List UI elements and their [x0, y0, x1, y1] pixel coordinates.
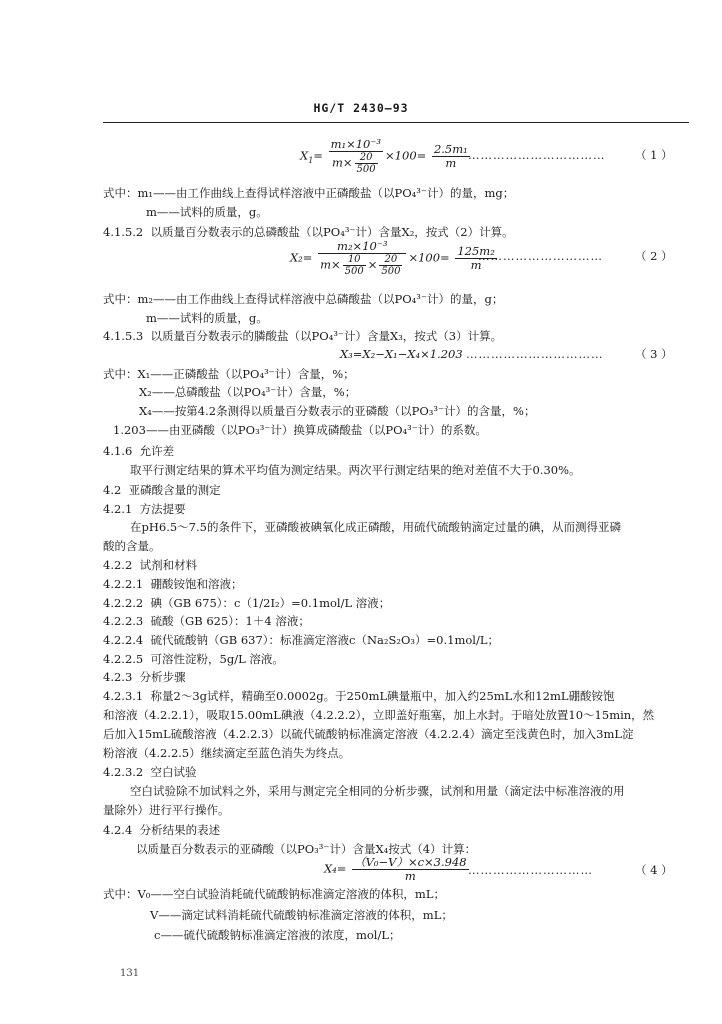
reagent-item: 4.2.2.2 碘（GB 675）：c（1/2I₂）=0.1mol/L 溶液； [103, 596, 391, 610]
where4-line-3: c——硫代硫酸钠标准滴定溶液的浓度，mol/L； [154, 928, 401, 942]
standard-header: HG/T 2430—93 [313, 101, 409, 115]
section-4-2-3-2-line-1: 空白试验除不加试料之外，采用与测定完全相同的分析步骤，试剂和用量（滴定法中标准溶液的用 [130, 784, 625, 798]
eq1-fraction-1: m₁×10⁻³ m× $\frac{20}{500}$ [330, 137, 382, 175]
where3-line-3: X₄——按第4.2条测得以质量百分数表示的亚磷酸（以PO₃³⁻计）的含量，%； [139, 404, 536, 418]
reagent-item: 4.2.2.3 硫酸（GB 625）：1＋4 溶液； [103, 614, 310, 628]
eq1-lhs: X [300, 148, 309, 163]
section-4-1-5-3: 4.1.5.3 以质量百分数表示的膦酸盐（以PO₄³⁻计）含量X₃，按式（3）计算。 [103, 329, 503, 343]
eq4-number: （ 4 ） [635, 863, 673, 877]
eq2-leader: ………………………… [478, 249, 603, 263]
eq3-number: （ 3 ） [635, 347, 673, 361]
reagent-item: 4.2.2.4 硫代硫酸钠（GB 637）：标准滴定溶液c（Na₂S₂O₃）=0.1mol/L； [103, 633, 499, 647]
where4-line-2: V——滴定试料消耗硫代硫酸钠标准滴定溶液的体积，mL； [150, 908, 453, 922]
section-4-2-3-1-line-4: 粉溶液（4.2.2.5）继续滴定至蓝色消失为终点。 [103, 746, 351, 760]
reagent-item: 4.2.2.5 可溶性淀粉，5g/L 溶液。 [103, 652, 284, 666]
where1-line-1: 式中：m₁——由工作曲线上查得试样溶液中正磷酸盐（以PO₄³⁻计）的量，mg； [103, 186, 515, 200]
where2-line-2: m——试料的质量，g。 [146, 311, 268, 325]
section-4-2-3-1-line-3: 后加入15mL硫酸溶液（4.2.2.3）以硫代硫酸钠标准滴定溶液（4.2.2.4）滴定至浅黄色时，加入3mL淀 [103, 727, 634, 741]
where3-line-4: 1.203——由亚磷酸（以PO₃³⁻计）换算成磷酸盐（以PO₄³⁻计）的系数。 [113, 423, 487, 437]
equation-1: $X_1=$ m₁×10⁻³ m× $\frac{20}{500}$ ×100= $\frac{\text{2.5m₁}}{m}$ [300, 137, 468, 175]
section-4-2-4: 4.2.4 分析结果的表述 [103, 823, 221, 837]
section-4-2: 4.2 亚磷酸含量的测定 [103, 483, 221, 497]
section-4-2-4-text: 以质量百分数表示的亚磷酸（以PO₃³⁻计）含量X₄按式（4）计算： [136, 842, 477, 856]
where3-line-1: 式中：X₁——正磷酸盐（以PO₄³⁻计）含量，%； [103, 367, 355, 381]
where2-line-1: 式中：m₂——由工作曲线上查得试样溶液中总磷酸盐（以PO₄³⁻计）的量，g； [103, 292, 504, 306]
where1-line-2: m——试料的质量，g。 [146, 205, 268, 219]
section-4-1-6: 4.1.6 允许差 [103, 444, 175, 458]
section-4-2-3-1-line-2: 和溶液（4.2.2.1），吸取15.00mL碘液（4.2.2.2），立即盖好瓶塞，加上水封。于暗处放置10～15min，然 [103, 708, 655, 722]
page-number: 131 [120, 968, 140, 979]
eq2-number: （ 2 ） [635, 249, 673, 263]
section-4-2-3-2: 4.2.3.2 空白试验 [103, 765, 197, 779]
equation-3: X₃=X₂−X₁−X₄×1.203 [340, 347, 463, 361]
section-4-2-2: 4.2.2 试剂和材料 [103, 558, 198, 572]
equation-4: X₄= $\frac{\text{（V₀−V）×c×3.948}}{m}$ [324, 855, 467, 883]
equation-2: X₂= m₂×10⁻³ m× $\frac{10}{500}$ × $\frac{20}{500}$ ×100= $\frac{\text{125m₂}}{m}$ [290, 239, 495, 277]
eq1-number: （ 1 ） [635, 148, 673, 162]
eq3-leader: …………………………… [466, 347, 604, 361]
section-4-2-3-2-line-2: 量除外）进行平行操作。 [103, 803, 230, 817]
section-4-2-3-1-line-1: 4.2.3.1 称量2～3g试样，精确至0.0002g。于250mL碘量瓶中，加入约25mL水和12mL硼酸铵饱 [103, 689, 615, 703]
section-4-1-5-2: 4.1.5.2 以质量百分数表示的总磷酸盐（以PO₄³⁻计）含量X₂，按式（2）计算。 [103, 225, 514, 239]
eq4-leader: ………………………… [468, 863, 593, 877]
section-4-2-1-text-2: 酸的含量。 [103, 539, 161, 553]
where4-line-1: 式中：V₀——空白试验消耗硫代硫酸钠标准滴定溶液的体积，mL； [103, 887, 445, 901]
section-4-2-1: 4.2.1 方法提要 [103, 502, 186, 516]
header-rule [103, 122, 689, 123]
eq1-leader: …………………………… [468, 148, 606, 162]
section-4-2-1-text-1: 在pH6.5～7.5的条件下，亚磷酸被碘氧化成正磷酸，用硫代硫酸钠滴定过量的碘，从而测得亚磷 [130, 520, 621, 534]
where3-line-2: X₂——总磷酸盐（以PO₄³⁻计）含量，%； [139, 385, 357, 399]
eq1-fraction-2: $\frac{\text{2.5m₁}}{m}$ [433, 142, 468, 170]
section-4-1-6-text: 取平行测定结果的算术平均值为测定结果。两次平行测定结果的绝对差值不大于0.30%。 [130, 463, 581, 477]
section-4-2-3: 4.2.3 分析步骤 [103, 670, 186, 684]
reagent-item: 4.2.2.1 硼酸铵饱和溶液； [103, 577, 243, 591]
